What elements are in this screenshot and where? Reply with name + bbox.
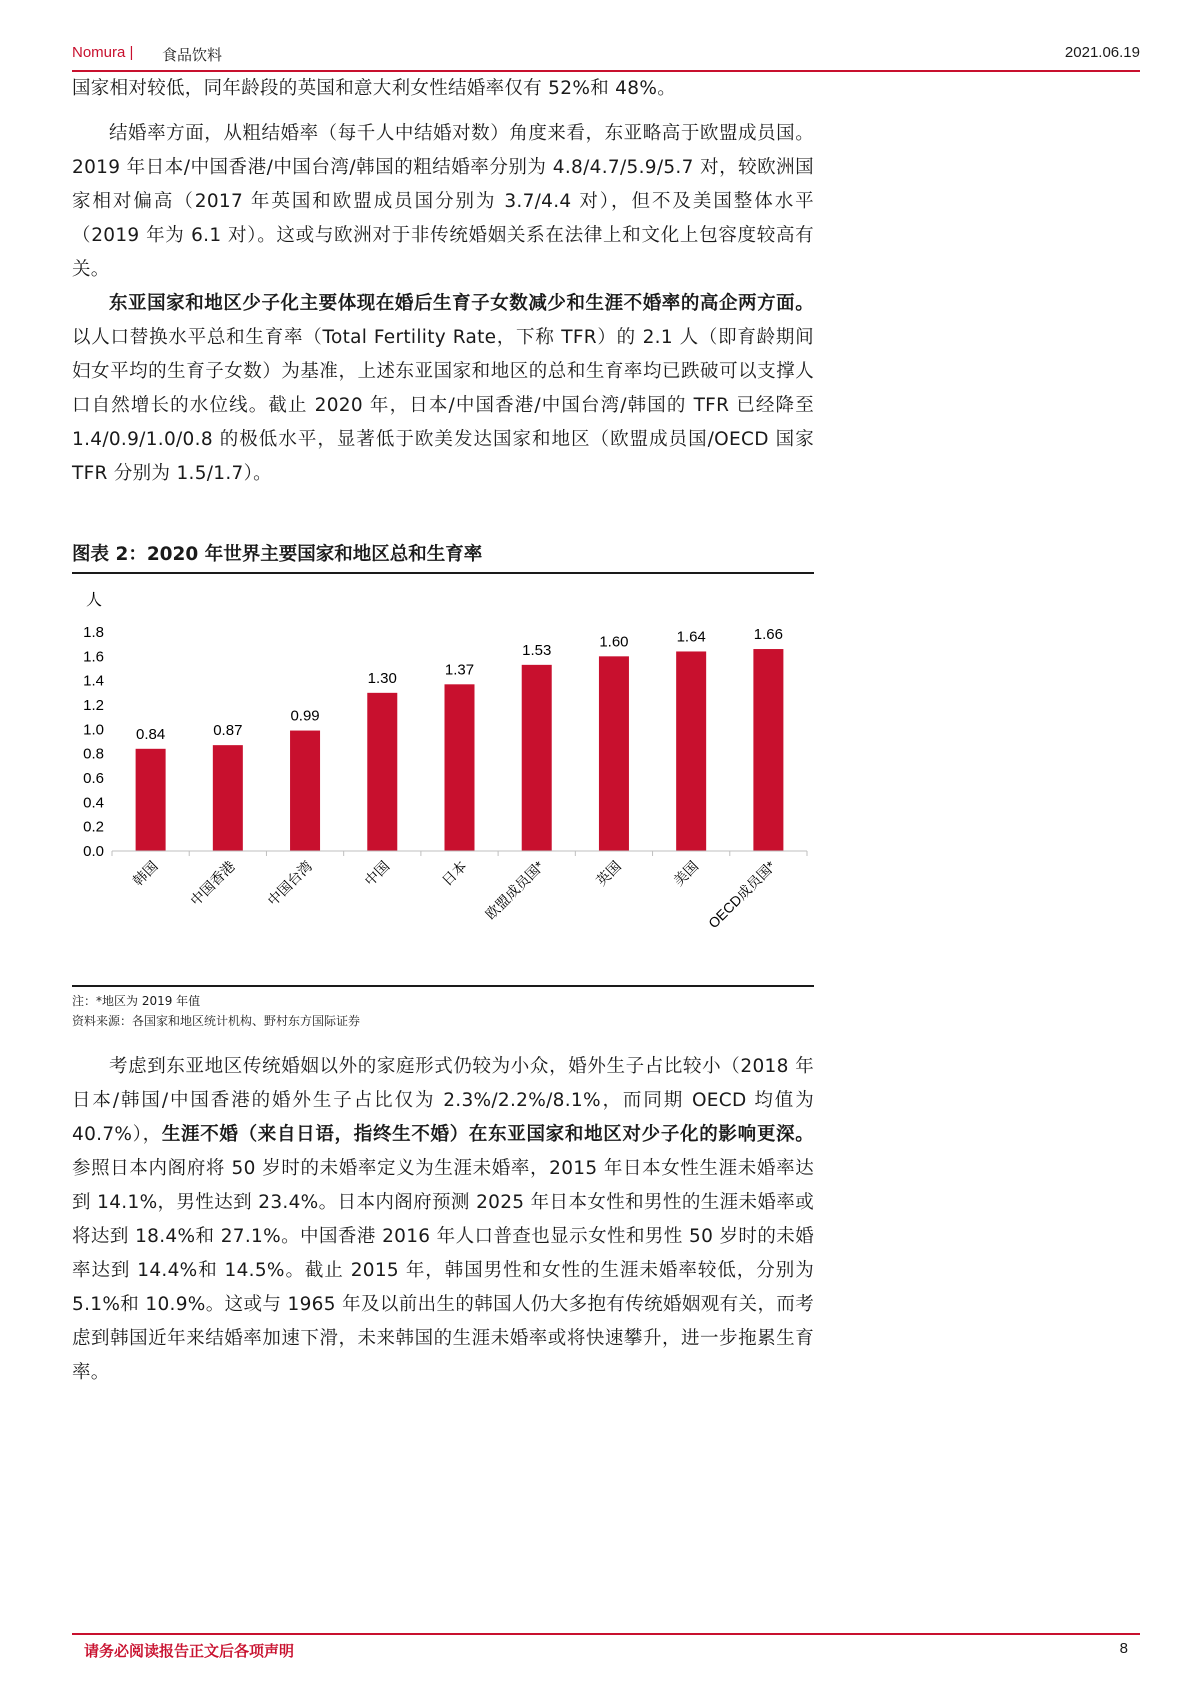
x-category-label: 日本 [438, 857, 470, 889]
y-tick-label: 1.6 [83, 648, 104, 666]
bar [599, 656, 629, 851]
bar [136, 749, 166, 851]
bar-value-label: 1.53 [522, 641, 552, 659]
bar-value-label: 1.60 [599, 633, 629, 651]
figure-bottom-rule [72, 985, 814, 987]
bar-value-label: 1.37 [444, 661, 475, 679]
y-tick-label: 0.0 [83, 843, 104, 860]
bar-value-label: 0.87 [213, 722, 243, 740]
bar [367, 693, 397, 851]
figure-note: 注：*地区为 2019 年值 [72, 994, 201, 1008]
paragraph-intro: 国家相对较低，同年龄段的英国和意大利女性结婚率仅有 52%和 48%。 [72, 78, 677, 99]
bar-group [136, 626, 784, 851]
figure-title: 图表 2：2020 年世界主要国家和地区总和生育率 [72, 544, 483, 565]
y-tick-label: 0.6 [83, 770, 104, 787]
footer-rule [72, 1633, 1140, 1635]
y-tick-label: 0.8 [83, 745, 104, 763]
footer-disclaimer: 请务必阅读报告正文后各项声明 [84, 1642, 295, 1660]
x-category-label: OECD成员国* [705, 857, 779, 932]
bar-value-label: 1.66 [753, 626, 783, 644]
bar-value-label: 0.99 [290, 707, 320, 725]
paragraph-fertility-text: 以人口替换水平总和生育率（Total Fertility Rate，下称 TFR）的 2.1 人（即育龄期间妇女平均的生育子女数）为基准，上述东亚国家和地区的总和生育率均已跌破可以支撑人口自然增长的水位线。截止 2020 年，日本/中国香港/中国台湾/韩国的 TFR 已经降至 1.4/0.9/1.0/0.8 的极低水平，显著低于欧美发达国家和地区（欧盟成员国/OECD 国家 TFR 分别为 1.5/1.7）。 [72, 327, 814, 484]
bar [753, 649, 783, 851]
y-tick-label: 0.4 [83, 794, 104, 812]
x-category-label: 中国 [361, 857, 393, 889]
bar-value-label: 0.84 [136, 725, 166, 743]
bar [290, 731, 320, 851]
bar [522, 665, 552, 851]
y-axis [83, 624, 104, 860]
y-unit-label: 人 [86, 592, 103, 609]
paragraph-unmarried-bold: 生涯不婚（来自日语，指终生不婚）在东亚国家和地区对少子化的影响更深。 [161, 1124, 815, 1145]
y-tick-label: 0.2 [83, 818, 104, 836]
bar-value-label: 1.64 [676, 628, 706, 646]
paragraph-marriage-rate: 结婚率方面，从粗结婚率（每千人中结婚对数）角度来看，东亚略高于欧盟成员国。2019 年日本/中国香港/中国台湾/韩国的粗结婚率分别为 4.8/4.7/5.9/5.7 对，较欧洲国家相对偏高（2017 年英国和欧盟成员国分别为 3.7/4.4 对），但不及美国整体水平（2019 年为 6.1 对）。这或与欧洲对于非传统婚姻关系在法律上和文化上包容度较高有关。 [72, 123, 814, 280]
bar [445, 684, 475, 851]
x-category-label: 韩国 [129, 857, 161, 889]
brand-logo: Nomura | [72, 44, 134, 61]
paragraph-unmarried [72, 1050, 814, 1390]
y-tick-label: 1.8 [83, 624, 104, 641]
page-number: 8 [1119, 1640, 1128, 1657]
fertility-bar-chart [72, 585, 814, 980]
bar-value-label: 1.30 [367, 669, 397, 687]
bar [213, 745, 243, 851]
y-tick-label: 1.0 [83, 721, 104, 739]
y-tick-label: 1.4 [83, 672, 104, 690]
page-header [72, 40, 1140, 68]
sector-label: 食品饮料 [162, 46, 223, 64]
y-tick-label: 1.2 [83, 697, 104, 714]
bar [676, 651, 706, 851]
paragraph-fertility [72, 287, 814, 491]
x-category-label: 中国台湾 [264, 857, 316, 909]
x-category-label: 英国 [592, 857, 625, 889]
paragraph-unmarried-text: 参照日本内阁府将 50 岁时的未婚率定义为生涯未婚率，2015 年日本女性生涯未婚率达到 14.1%，男性达到 23.4%。日本内阁府预测 2025 年日本女性和男性的生涯未婚率或将达到 18.4%和 27.1%。中国香港 2016 年人口普查也显示女性和男性 50 岁时的未婚率达到 14.4%和 14.5%。截止 2015 年，韩国男性和女性的生涯未婚率较低，分别为 5.1%和 10.9%。这或与 1965 年及以前出生的韩国人仍大多抱有传统婚姻观有关，而考虑到韩国近年来结婚率加速下滑，未来韩国的生涯未婚率或将快速攀升，进一步拖累生育率。 [72, 1158, 814, 1383]
x-category-label: 美国 [670, 857, 702, 889]
x-category-label: 欧盟成员国* [482, 857, 547, 923]
paragraph-unmarried-pre: 考虑到东亚地区传统婚姻以外的家庭形式仍较为小众，婚外生子占比较小（2018 年日本/韩国/中国香港的婚外生子占比仅为 2.3%/2.2%/8.1%，而同期 OECD 均值为 40.7%）， [72, 1056, 814, 1145]
x-axis [112, 851, 807, 931]
paragraph-fertility-bold: 东亚国家和地区少子化主要体现在婚后生育子女数减少和生涯不婚率的高企两方面。 [109, 293, 814, 314]
figure-source: 资料来源：各国家和地区统计机构、野村东方国际证券 [72, 1014, 361, 1028]
figure-top-rule [72, 572, 814, 574]
x-category-label: 中国香港 [187, 857, 238, 909]
report-date: 2021.06.19 [1064, 44, 1140, 61]
